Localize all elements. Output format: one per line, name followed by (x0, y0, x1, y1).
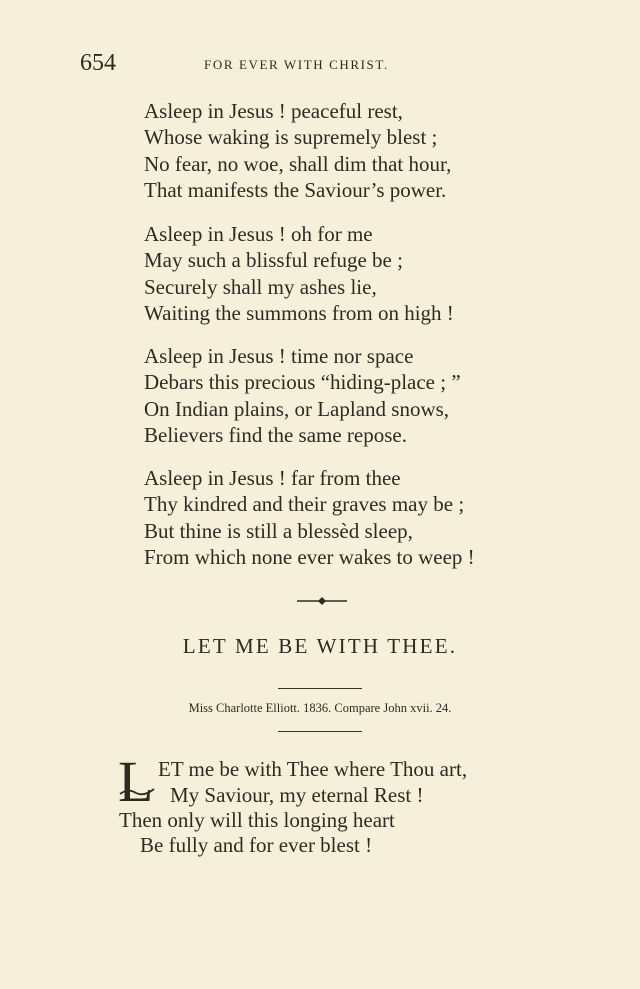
stanza-line: Waiting the summons from on high ! (144, 301, 454, 326)
stanza-line: On Indian plains, or Lapland snows, (144, 396, 450, 421)
stanza-line: No fear, no woe, shall dim that hour, (144, 151, 452, 176)
page-number: 654 (80, 50, 116, 76)
stanza-line: Whose waking is supremely blest ; (144, 125, 438, 150)
stanza-2 (144, 221, 454, 327)
drop-cap: L (118, 749, 154, 814)
stanza-line: Asleep in Jesus ! oh for me (144, 222, 373, 246)
stanza-line: Asleep in Jesus ! far from thee (144, 466, 401, 490)
stanza-3 (144, 343, 461, 449)
attribution-rule (278, 731, 362, 732)
stanza-1 (144, 98, 451, 204)
stanza-line: Asleep in Jesus ! time nor space (144, 344, 414, 368)
title-rule (278, 688, 362, 689)
drop-cap-flourish-icon (118, 784, 156, 798)
stanza-4 (144, 465, 475, 571)
stanza-line: May such a blissful refuge be ; (144, 248, 403, 273)
stanza-line: Securely shall my ashes lie, (144, 274, 377, 299)
poem-line: ET me be with Thee where Thou art, (158, 757, 468, 781)
poem-line: Be fully and for ever blest ! (140, 833, 373, 857)
poem-line: Then only will this longing heart (119, 808, 395, 832)
stanza-line: Thy kindred and their graves may be ; (144, 492, 465, 517)
stanza-line: That manifests the Saviour’s power. (144, 178, 447, 203)
divider-ornament-icon (297, 594, 347, 608)
stanza-line: Asleep in Jesus ! peaceful rest, (144, 99, 403, 123)
stanza-line: Believers find the same repose. (144, 423, 407, 448)
running-title: FOR EVER WITH CHRIST. (204, 57, 389, 72)
poem-line: My Saviour, my eternal Rest ! (170, 783, 424, 807)
stanza-line: But thine is still a blessèd sleep, (144, 518, 413, 543)
stanza-line: Debars this precious “hiding-place ; ” (144, 370, 461, 395)
attribution: Miss Charlotte Elliott. 1836. Compare John xvii. 24. (188, 701, 452, 715)
stanza-line: From which none ever wakes to weep ! (144, 545, 475, 570)
hymn-title: LET ME BE WITH THEE. (182, 634, 458, 658)
